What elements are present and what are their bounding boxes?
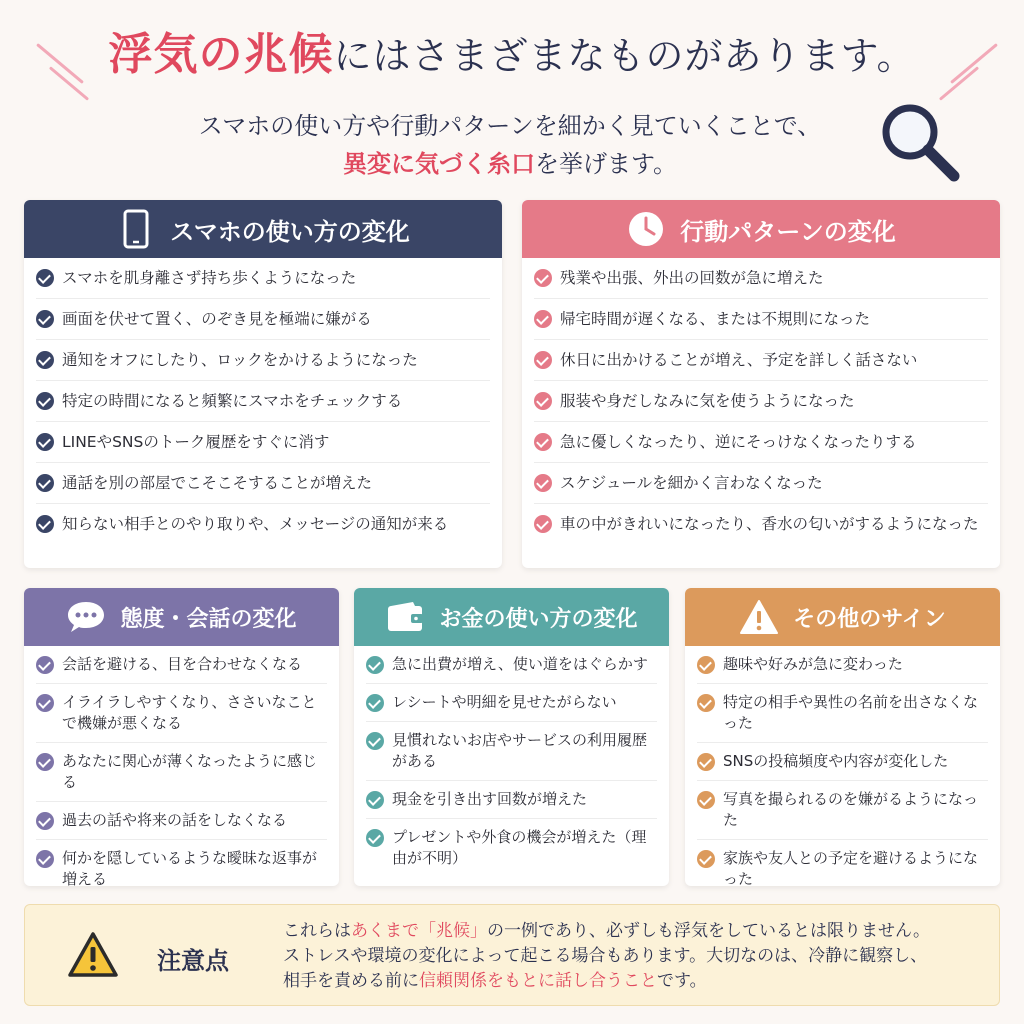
check-icon [36,392,54,410]
check-icon [366,791,384,809]
list-item [36,422,490,463]
list-item-text: 見慣れないお店やサービスの利用履歴がある [392,731,648,770]
list-item-text: 休日に出かけることが増え、予定を詳しく話さない [560,351,918,369]
note-text-part: の一例であり、必ずしも浮気をしているとは限りません。 [487,921,931,941]
card-header [685,588,1000,646]
list-item-text: SNSの投稿頻度や内容が変化した [723,752,949,770]
list-item-text: 過去の話や将来の話をしなくなる [62,811,288,829]
list-item-text: 急に出費が増え、使い道をはぐらかす [392,655,648,673]
title-accent: 浮気の兆候 [108,29,334,80]
smartphone-icon [116,209,156,249]
list-item [366,646,657,684]
check-icon [534,310,552,328]
list-item-text: 写真を撮られるのを嫌がるようになった [723,790,979,829]
list-item [697,646,988,684]
list-item [697,684,988,743]
list-item-text: 車の中がきれいになったり、香水の匂いがするようになった [560,515,979,533]
clock-icon [626,209,666,249]
card-header [522,200,1000,258]
list-item [36,299,490,340]
list-item-text: 通話を別の部屋でこそこそすることが増えた [62,474,373,492]
check-icon [36,694,54,712]
title-rest: にはさまざまなものがあります。 [333,34,916,78]
check-icon [697,753,715,771]
check-icon [366,829,384,847]
check-icon [534,474,552,492]
list-item-text: 会話を避ける、目を合わせなくなる [62,655,303,673]
list-item-text: 何かを隠しているような曖昧な返事が増える [62,849,318,886]
list-item [36,258,490,299]
note-text-part: ストレスや環境の変化によって起こる場合もあります。大切なのは、冷静に観察し、 [283,946,928,966]
list-item-text: レシートや明細を見せたがらない [392,693,617,711]
card-behavior-pattern [522,200,1000,568]
list-item [534,422,988,463]
check-icon [697,656,715,674]
list-item [697,840,988,886]
list-item [697,781,988,840]
list-item-text: 画面を伏せて置く、のぞき見を極端に嫌がる [62,310,372,328]
wallet-icon [385,597,425,637]
caution-note [24,904,1000,1006]
list-item-text: 家族や友人との予定を避けるようになった [723,849,979,886]
card-header [24,588,339,646]
card-title: 態度・会話の変化 [120,606,297,632]
check-icon [534,392,552,410]
list-item-text: 急に優しくなったり、逆にそっけなくなったりする [560,433,917,451]
subtitle-accent: 異変に気づく糸口 [342,150,535,178]
list-item-text: 服装や身だしなみに気を使うようになった [560,392,855,410]
list-item-text: LINEやSNSのトーク履歴をすぐに消す [62,433,330,451]
note-accent: あくまで「兆候」 [351,921,487,941]
list-item [36,340,490,381]
list-item [36,684,327,743]
list-item [36,381,490,422]
note-text [283,919,1003,994]
note-text-part: これらは [283,921,351,941]
page-title [0,18,1024,82]
list-item [534,463,988,504]
note-text-part: です。 [657,971,707,991]
list-item [534,299,988,340]
list-item [36,504,490,544]
check-icon [534,351,552,369]
card-header [354,588,669,646]
check-icon [534,269,552,287]
card-title: 行動パターンの変化 [680,217,896,246]
list-item-text: 残業や出張、外出の回数が急に増えた [560,269,824,287]
list-item [36,840,327,886]
card-title: その他のサイン [793,606,946,632]
check-icon [36,351,54,369]
magnifier-icon [876,100,962,186]
list-item [366,684,657,722]
card-title: お金の使い方の変化 [439,606,638,632]
check-icon [366,656,384,674]
list-item-text: 現金を引き出す回数が増えた [392,790,588,808]
subtitle-line2 [130,144,890,179]
check-icon [36,656,54,674]
list-item [534,381,988,422]
card-attitude-conversation [24,588,339,886]
note-text-part: 相手を責める前に [283,971,419,991]
check-icon [697,850,715,868]
list-item [697,743,988,781]
note-label: 注意点 [157,947,229,975]
list-item-text: 知らない相手とのやり取りや、メッセージの通知が来る [62,515,449,533]
check-icon [697,694,715,712]
check-icon [366,732,384,750]
check-icon [366,694,384,712]
list-item [36,646,327,684]
list-item-text: プレゼントや外食の機会が増えた（理由が不明） [392,828,647,867]
list-item [534,504,988,544]
subtitle-rest: を挙げます。 [534,150,678,178]
list-item [366,722,657,781]
check-icon [36,515,54,533]
check-icon [36,310,54,328]
card-phone-usage [24,200,502,568]
check-icon [534,433,552,451]
list-item-text: あなたに関心が薄くなったように感じる [62,752,318,791]
check-icon [36,269,54,287]
list-item-text: 帰宅時間が遅くなる、または不規則になった [560,310,871,328]
check-icon [697,791,715,809]
list-item [36,743,327,802]
list-item-text: 通知をオフにしたり、ロックをかけるようになった [62,351,418,369]
check-icon [36,753,54,771]
list-item-text: スマホを肌身離さず持ち歩くようになった [62,269,357,287]
list-item-text: 特定の相手や異性の名前を出さなくなった [723,693,979,732]
card-title: スマホの使い方の変化 [170,217,410,246]
check-icon [36,850,54,868]
subtitle-line1: スマホの使い方や行動パターンを細かく見ていくことで、 [198,112,822,140]
note-accent: 信頼関係をもとに話し合うこと [419,971,657,991]
list-item-text: イライラしやすくなり、ささいなことで機嫌が悪くなる [62,693,317,732]
list-item [36,802,327,840]
list-item-text: 特定の時間になると頻繁にスマホをチェックする [62,392,403,410]
list-item-text: 趣味や好みが急に変わった [723,655,903,673]
list-item [534,258,988,299]
warning-icon [67,931,119,979]
list-item [36,463,490,504]
card-other-signs [685,588,1000,886]
list-item [366,781,657,819]
list-item [534,340,988,381]
check-icon [36,812,54,830]
check-icon [534,515,552,533]
speech-bubble-icon [66,597,106,637]
card-money-usage [354,588,669,886]
check-icon [36,474,54,492]
check-icon [36,433,54,451]
card-header [24,200,502,258]
list-item [366,819,657,877]
list-item-text: スケジュールを細かく言わなくなった [560,474,823,492]
warning-icon [739,597,779,637]
